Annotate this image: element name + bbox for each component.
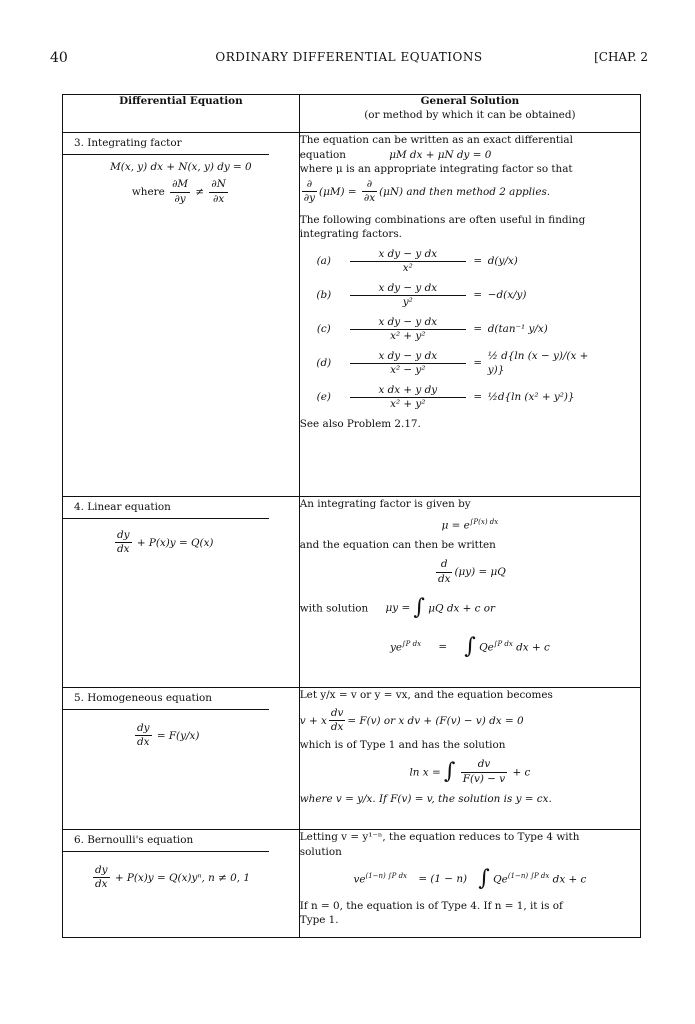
text-line: equation [299,148,346,161]
table-row-linear: 4. Linear equation $\frac{dy}{dx}$ + P(x)y = Q(x) An integrating factor is given by $\mu = e^{\int P(x) dx}$ and the equation can then be written $\frac{d}{dx}$ (μy) = μQ with solution μy = ∫ μQ dx + c or $ye^{\int P dx}$ = ∫ $Qe^{\int P dx}$ dx + c [63,497,641,688]
equals: = [473,254,483,267]
combo-num: x dy − y dx [350,248,466,263]
combo-num: x dy − y dx [350,316,466,331]
exponent: (1−n) ∫P dx [365,871,408,880]
exponent: ∫P(x) dx [469,517,499,526]
integral-icon: ∫ [478,866,490,892]
equals: = [473,356,483,369]
combo-result: ½ d{ln (x − y)/(x + y)} [487,350,589,376]
text-line: with solution [299,602,369,615]
running-title: ORDINARY DIFFERENTIAL EQUATIONS [215,50,483,64]
chapter-label: [CHAP. 2 [594,50,648,64]
formula: ve [353,873,366,886]
text-line: which is of Type 1 and has the solution [299,738,506,751]
combo-result: ½d{ln (x² + y²)} [487,390,575,403]
integral-icon: ∫ [413,595,425,621]
combo-den: x² [402,262,413,275]
combo-label: (b) [316,288,332,301]
frac-den: ∂x [213,192,225,205]
equals: = [438,640,448,653]
combo-label: (a) [316,254,331,267]
formula: = F(v) or x dv + (F(v) − v) dx = 0 [347,714,524,727]
page-header [50,50,648,70]
combo-num: x dy − y dx [350,350,466,365]
formula: + c [512,766,531,779]
exponent: ∫P dx [402,639,422,648]
formula: μy = [385,602,411,615]
row-equation: + P(x)y = Q(x)yⁿ, n ≠ 0, 1 [114,871,250,884]
combo-num: x dy − y dx [350,282,466,297]
col2-line1: General Solution [420,95,520,107]
page-number: 40 [50,50,68,66]
equals: = [473,390,483,403]
table-row-homogeneous: 5. Homogeneous equation $\frac{dy}{dx}$ = F(y/x) Let y/x = v or y = vx, and the equation becomes v + x $\frac{dv}{dx}$ = F(v) or x dv + (F(v) − v) dx = 0 which is of Type 1 and has the solution ln x = ∫ $\frac{dv}{F(v) - v}$ + c where v = y/x. If F(v) = v, the solution is y = cx. [63,688,641,830]
frac-num: dv [461,758,507,773]
integral-icon: ∫ [464,633,476,659]
row-name: 5. Homogeneous equation [63,688,269,710]
combo-c [300,316,640,344]
formula: ye [389,640,402,653]
text-line: integrating factors. [299,228,402,241]
formula: = (1 − n) [418,873,468,886]
formula: ln x = [409,766,441,779]
col2-line2: (or method by which it can be obtained) [364,108,576,121]
formula: (μy) = μQ [454,566,506,579]
table-row-bernoulli: 6. Bernoulli's equation $\frac{dy}{dx}$ + P(x)y = Q(x)yⁿ, n ≠ 0, 1 Letting v = y¹⁻ⁿ, the equation reduces to Type 4 with solution $ve^{(1-n) \int P dx} = (1 - n)$ ∫ $Qe^{(1-n) \int P dx}$ dx + c If n = 0, the equation is of Type 4. If n = 1, it is of Type 1. [63,830,641,938]
row-name: 4. Linear equation [63,497,269,519]
combo-den: x² + y² [390,330,426,343]
formula: Qe [493,873,508,886]
formula: dx + c [516,640,550,653]
text-line: The equation can be written as an exact differential [299,134,573,146]
formula: μ = e [441,518,470,531]
neq-symbol: ≠ [195,186,205,199]
text-line: and the equation can then be written [299,538,496,551]
combo-label: (c) [316,322,331,335]
column-header-equation: Differential Equation [63,95,300,133]
equals: = [473,288,483,301]
combo-label: (d) [316,356,332,369]
formula: μQ dx + c or [428,602,496,615]
frac-den: ∂y [174,192,186,205]
integral-icon: ∫ [443,759,456,785]
exponent: ∫P dx [493,639,513,648]
where-label: where [131,186,165,199]
row-equation: M(x, y) dx + N(x, y) dy = 0 [110,160,252,173]
exact-equation: μM dx + μN dy = 0 [389,148,492,161]
combo-den: y² [402,296,413,309]
frac-num: ∂N [209,178,227,193]
combo-label: (e) [316,390,331,403]
see-also: See also Problem 2.17. [299,417,421,430]
text-line: (μN) and then method 2 applies. [379,185,551,198]
exponent: (1−n) ∫P dx [507,871,550,880]
combo-result: d(tan⁻¹ y/x) [487,322,548,335]
combo-a [300,248,640,276]
combo-e [300,384,640,412]
text-line: solution [299,845,342,858]
row-name: 6. Bernoulli's equation [63,830,269,852]
text-line: (μM) = [319,185,360,198]
text-line: If n = 0, the equation is of Type 4. If n = 1, it is of [299,899,563,912]
frac-den: F(v) − v [462,772,506,785]
equals: = [473,322,483,335]
combo-result: d(y/x) [487,254,518,267]
combo-den: x² − y² [390,364,426,377]
table-row-integrating-factor: 3. Integrating factor M(x, y) dx + N(x, y) dy = 0 where $\frac{\partial M}{\partial y}$ ≠ $\frac{\partial N}{\partial x}$ The equation can be written as an exact differential equation μM dx + μN dy = 0 where μ is an appropriate integrating factor so that ∂ ∂y (μM) = ∂ ∂x (μN) and then method 2 applies. The following combinations are often useful in finding integrating factors. (a) $\frac{\text{x dy − y dx}}{\text{x²}}$ = d(y/x) (b) $\frac{\text{x dy − y dx}}{\text{y²}}$ = −d(x/y) (c) $\frac{\text{x dy − y dx}}{\text{x² + y²}}$ = d(tan⁻¹ y/x) (d) $\frac{\text{x dy − y dx}}{\text{x² − y²}}$ = ½ d{ln (x − y)/(x + y)} (e) $\frac{\text{x dx + y dy}}{\text{x² + y²}}$ = ½d{ln (x² + y²)} See also Problem 2.17. [63,133,641,497]
row-name: 3. Integrating factor [63,133,269,155]
text-line: The following combinations are often useful in finding [299,213,586,226]
text-line: Type 1. [299,914,339,927]
combo-result: −d(x/y) [487,288,527,301]
column-header-solution [299,95,640,133]
formula: Qe [479,640,494,653]
ode-table [62,94,641,938]
text-line: where v = y/x. If F(v) = v, the solution is y = cx. [299,792,552,805]
formula: v + x [299,714,327,727]
text-line: Let y/x = v or y = vx, and the equation becomes [299,689,553,701]
combo-b [300,282,640,310]
text-line: Letting v = y¹⁻ⁿ, the equation reduces to Type 4 with [299,831,580,843]
text-line: An integrating factor is given by [299,498,471,510]
row-equation: = F(y/x) [156,729,200,742]
frac-num: ∂M [170,178,190,193]
row-equation: + P(x)y = Q(x) [136,536,214,549]
combo-d [300,350,640,378]
combo-den: x² + y² [390,398,426,411]
formula: dx + c [552,873,587,886]
text-line: where μ is an appropriate integrating factor so that [299,163,573,176]
combo-num: x dx + y dy [350,384,466,399]
